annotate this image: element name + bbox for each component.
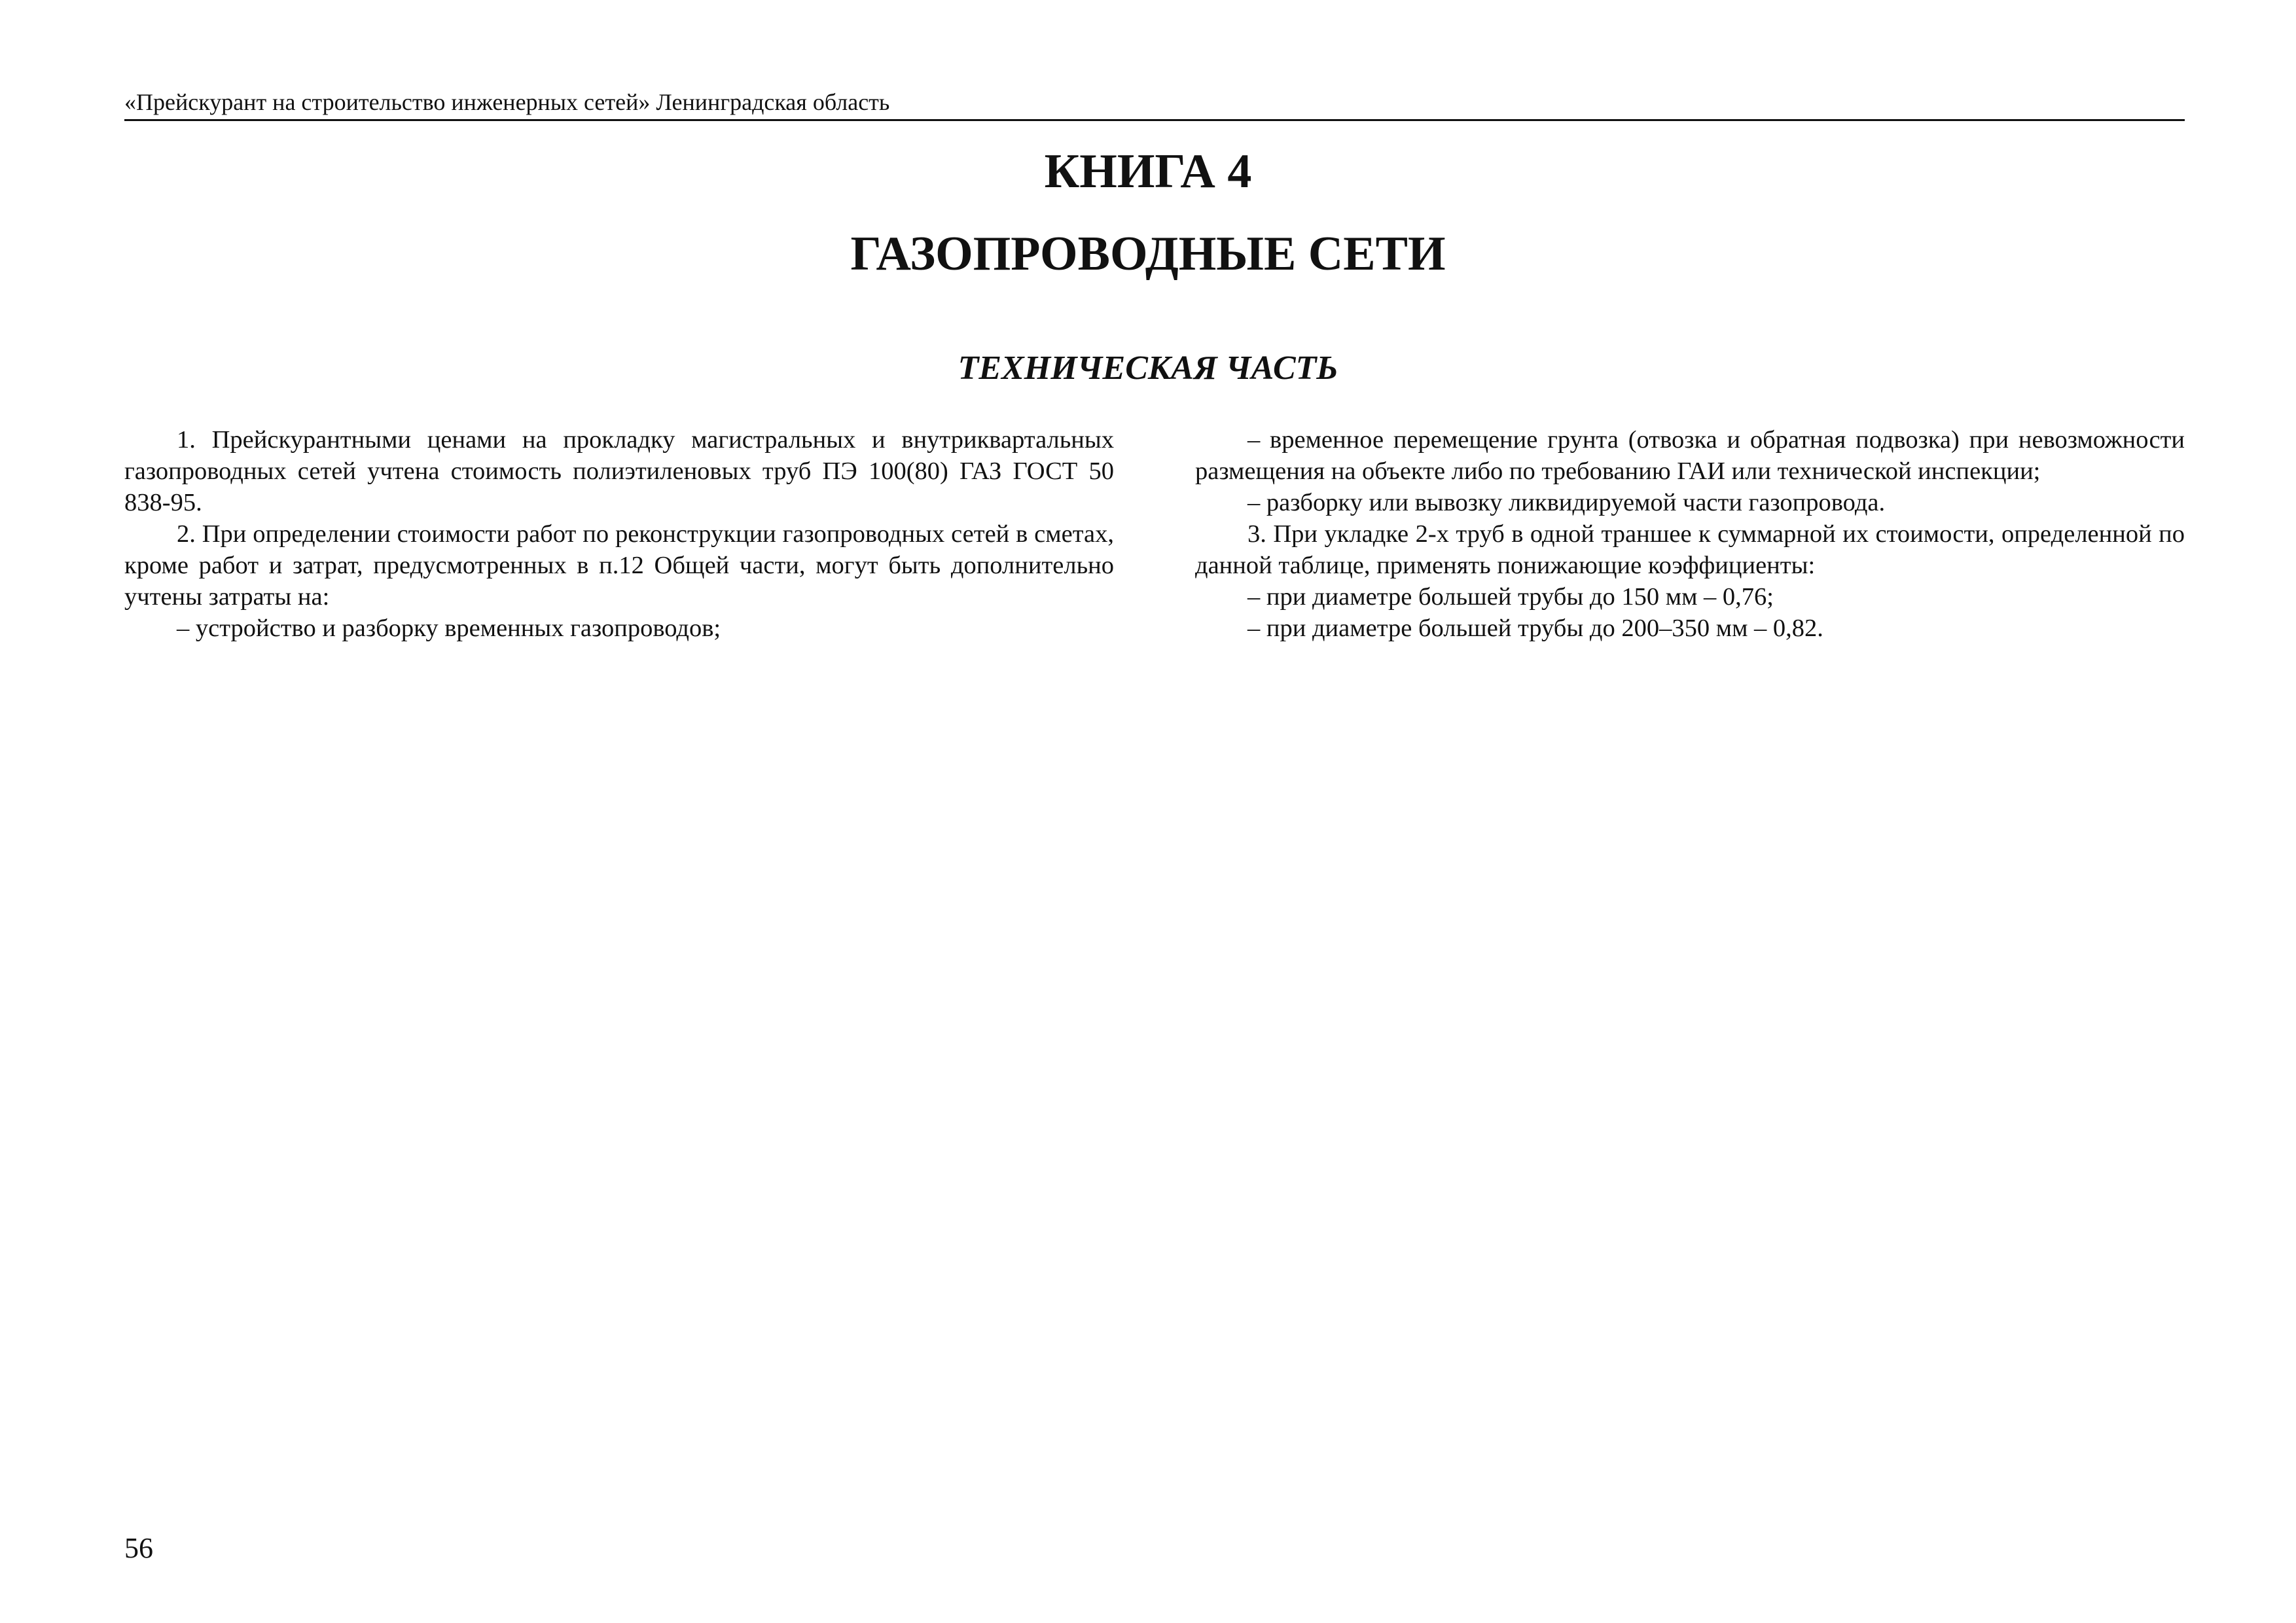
paragraph-1: 1. Прейскурантными ценами на прокладку магистральных и внутриквартальных газопроводных сетей учтена стоимость полиэтиленовых труб ПЭ 100(80) ГАЗ ГОСТ 50 838-95. bbox=[124, 426, 1114, 516]
part-title: ТЕХНИЧЕСКАЯ ЧАСТЬ bbox=[958, 349, 1338, 387]
list-item-coefficient-200-350: – при диаметре большей трубы до 200–350 мм – 0,82. bbox=[1247, 615, 1823, 642]
running-header: «Прейскурант на строительство инженерных сетей» Ленинградская область bbox=[124, 85, 2185, 121]
book-title: КНИГА 4 bbox=[1044, 145, 1252, 198]
page-number: 56 bbox=[124, 1532, 153, 1564]
list-item-temporary-pipelines: – устройство и разборку временных газопроводов; bbox=[177, 615, 721, 642]
section-title: ГАЗОПРОВОДНЫЕ СЕТИ bbox=[850, 227, 1446, 281]
paragraph-3: 3. При укладке 2-х труб в одной траншее к суммарной их стоимости, определенной по данной таблице, применять понижающие коэффициенты: bbox=[1195, 520, 2185, 579]
right-text-column bbox=[1195, 424, 2185, 644]
list-item-dismantling: – разборку или вывозку ликвидируемой части газопровода. bbox=[1247, 489, 1886, 516]
left-text-column bbox=[124, 424, 1114, 644]
list-item-soil-relocation: – временное перемещение грунта (отвозка и обратная подвозка) при невозможности размещения на объекте либо по требованию ГАИ или технической инспекции; bbox=[1195, 426, 2185, 485]
paragraph-2: 2. При определении стоимости работ по реконструкции газопроводных сетей в сметах, кроме работ и затрат, предусмотренных в п.12 Общей части, могут быть дополнительно учтены затраты на: bbox=[124, 520, 1114, 611]
list-item-coefficient-150: – при диаметре большей трубы до 150 мм – 0,76; bbox=[1247, 583, 1774, 611]
